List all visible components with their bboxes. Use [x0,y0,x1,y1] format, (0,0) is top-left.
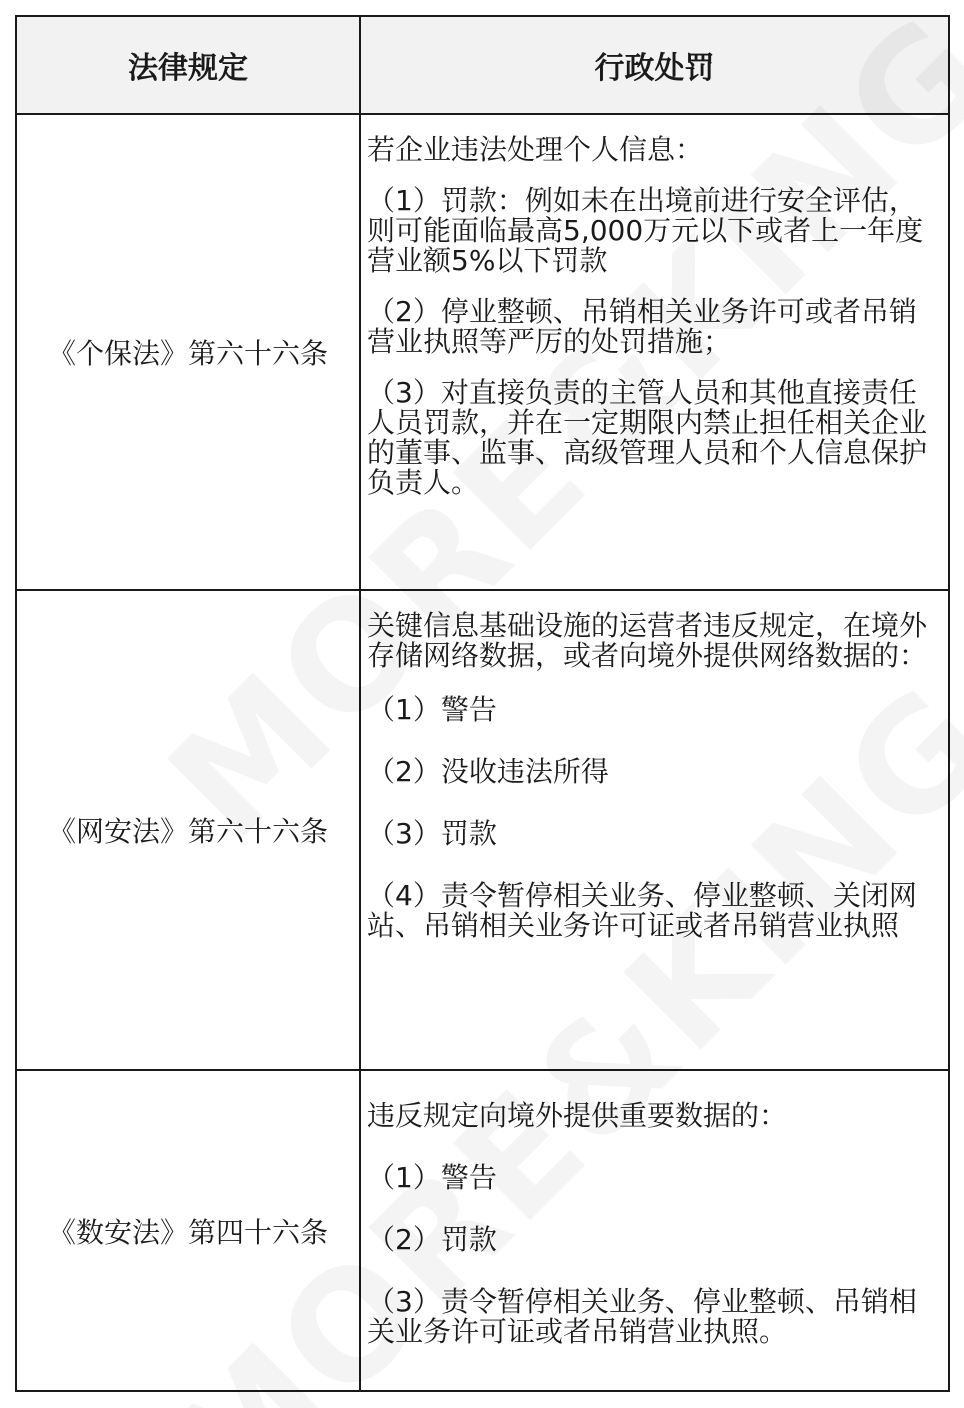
penalty-text: 若企业违法处理个人信息： [367,133,704,166]
table-row [16,590,949,1071]
law-cell: 《网安法》第六十六条 [16,590,360,1071]
penalty-item: （3）罚款 [367,816,497,850]
penalty-item: （1）警告 [367,692,497,726]
law-cell: 《数安法》第四十六条 [16,1070,360,1391]
penalty-item: （3）责令暂停相关业务、停业整顿、吊销相关业务许可证或者吊销营业执照。 [367,1285,917,1349]
penalty-item: （2）没收违法所得 [367,754,609,788]
penalty-text: 违反规定向境外提供重要数据的： [367,1099,788,1133]
penalty-item: （1）警告 [367,1161,497,1195]
law-cell: 《个保法》第六十六条 [16,114,360,590]
penalty-item: （2）罚款 [367,1223,497,1257]
penalty-cell [360,1070,949,1391]
penalty-text: 关键信息基础设施的运营者违反规定，在境外存储网络数据，或者向境外提供网络数据的： [367,608,928,672]
header-penalty: 行政处罚 [360,16,949,114]
penalty-table [15,15,950,1392]
penalty-item: （2）停业整顿、吊销相关业务许可或者吊销营业执照等严厉的处罚措施； [367,295,917,358]
penalty-item: （1）罚款：例如未在出境前进行安全评估，则可能面临最高5,000万元以下或者上一年度营业额5%以下罚款 [367,184,924,277]
table-header-row [16,16,949,114]
table-row [16,114,949,590]
header-law: 法律规定 [16,16,360,114]
penalty-cell [360,590,949,1071]
penalty-item: （4）责令暂停相关业务、停业整顿、关闭网站、吊销相关业务许可证或者吊销营业执照 [367,878,917,942]
table-row [16,1070,949,1391]
penalty-cell [360,114,949,590]
penalty-item: （3）对直接负责的主管人员和其他直接责任人员罚款，并在一定期限内禁止担任相关企业的董事、监事、高级管理人员和个人信息保护负责人。 [367,376,928,499]
